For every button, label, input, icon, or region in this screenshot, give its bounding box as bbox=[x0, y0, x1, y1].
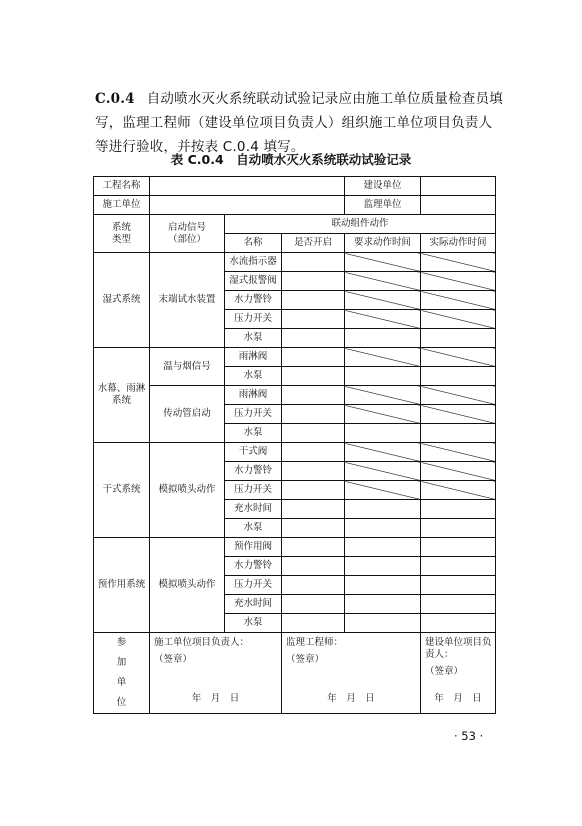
opened-cell[interactable] bbox=[282, 253, 345, 272]
actual-time-cell bbox=[421, 272, 496, 291]
opened-cell[interactable] bbox=[282, 367, 345, 386]
signal-preaction: 模拟喷头动作 bbox=[150, 538, 225, 633]
required-time-cell[interactable] bbox=[345, 595, 421, 614]
system-wet: 湿式系统 bbox=[94, 253, 150, 348]
opened-cell[interactable] bbox=[282, 424, 345, 443]
required-time-cell bbox=[345, 405, 421, 424]
component-name: 水泵 bbox=[225, 519, 282, 538]
component-name: 压力开关 bbox=[225, 405, 282, 424]
actual-time-cell[interactable] bbox=[421, 500, 496, 519]
required-time-cell bbox=[345, 462, 421, 481]
signal-dry: 模拟喷头动作 bbox=[150, 443, 225, 538]
actual-time-cell[interactable] bbox=[421, 367, 496, 386]
actual-time-cell[interactable] bbox=[421, 557, 496, 576]
required-time-cell[interactable] bbox=[345, 500, 421, 519]
start-signal-header bbox=[150, 215, 225, 253]
required-time-cell bbox=[345, 481, 421, 500]
contractor-signature-cell[interactable] bbox=[150, 633, 282, 714]
clause-paragraph bbox=[95, 87, 505, 159]
actual-time-cell bbox=[421, 462, 496, 481]
required-time-cell bbox=[345, 310, 421, 329]
opened-cell[interactable] bbox=[282, 519, 345, 538]
required-time-cell bbox=[345, 443, 421, 462]
construction-unit-label: 建设单位 bbox=[345, 177, 421, 196]
system-preaction: 预作用系统 bbox=[94, 538, 150, 633]
actual-time-cell[interactable] bbox=[421, 538, 496, 557]
contractor-label: 施工单位 bbox=[94, 196, 150, 215]
opened-cell[interactable] bbox=[282, 557, 345, 576]
signature-row bbox=[94, 633, 496, 714]
component-name: 水泵 bbox=[225, 614, 282, 633]
actual-time-cell[interactable] bbox=[421, 576, 496, 595]
actual-time-cell bbox=[421, 348, 496, 367]
owner-date: 年 月 日 bbox=[434, 693, 482, 704]
table-row bbox=[94, 177, 496, 196]
participants-label bbox=[94, 633, 150, 714]
component-name: 充水时间 bbox=[225, 595, 282, 614]
opened-cell[interactable] bbox=[282, 614, 345, 633]
system-type-header-line2: 类型 bbox=[111, 233, 131, 245]
col-actual-time-header: 实际动作时间 bbox=[421, 234, 496, 253]
required-time-cell[interactable] bbox=[345, 538, 421, 557]
col-required-time-header: 要求动作时间 bbox=[345, 234, 421, 253]
supervision-label: 监理单位 bbox=[345, 196, 421, 215]
system-type-header bbox=[94, 215, 150, 253]
table-row bbox=[94, 196, 496, 215]
construction-unit-value[interactable] bbox=[421, 177, 496, 196]
system-type-header-line1: 系统 bbox=[111, 221, 131, 233]
required-time-cell bbox=[345, 291, 421, 310]
component-name: 压力开关 bbox=[225, 481, 282, 500]
table-row bbox=[94, 253, 496, 272]
required-time-cell[interactable] bbox=[345, 557, 421, 576]
signal-deluge-b: 传动管启动 bbox=[150, 386, 225, 443]
required-time-cell[interactable] bbox=[345, 614, 421, 633]
project-name-value[interactable] bbox=[150, 177, 345, 196]
supervisor-date: 年 月 日 bbox=[327, 693, 375, 704]
required-time-cell bbox=[345, 348, 421, 367]
system-deluge: 水幕、雨淋系统 bbox=[94, 348, 150, 443]
table-row bbox=[94, 215, 496, 234]
component-name: 水力警铃 bbox=[225, 462, 282, 481]
participants-label-char: 位 bbox=[116, 697, 127, 708]
opened-cell[interactable] bbox=[282, 576, 345, 595]
required-time-cell bbox=[345, 253, 421, 272]
linkage-test-record-table bbox=[93, 176, 496, 714]
system-dry: 干式系统 bbox=[94, 443, 150, 538]
actual-time-cell[interactable] bbox=[421, 329, 496, 348]
opened-cell[interactable] bbox=[282, 500, 345, 519]
supervisor-signature-cell[interactable] bbox=[282, 633, 421, 714]
table-row bbox=[94, 348, 496, 367]
supervision-value[interactable] bbox=[421, 196, 496, 215]
supervisor-signer-label: 监理工程师： bbox=[286, 637, 344, 648]
actual-time-cell bbox=[421, 443, 496, 462]
component-name: 水流指示器 bbox=[225, 253, 282, 272]
table-row bbox=[94, 538, 496, 557]
required-time-cell[interactable] bbox=[345, 519, 421, 538]
opened-cell[interactable] bbox=[282, 405, 345, 424]
opened-cell[interactable] bbox=[282, 481, 345, 500]
contractor-value[interactable] bbox=[150, 196, 345, 215]
component-name: 压力开关 bbox=[225, 310, 282, 329]
table-row bbox=[94, 386, 496, 405]
contractor-stamp-label: （签章） bbox=[154, 654, 193, 665]
signal-wet: 末端试水装置 bbox=[150, 253, 225, 348]
opened-cell[interactable] bbox=[282, 348, 345, 367]
opened-cell[interactable] bbox=[282, 272, 345, 291]
component-name: 湿式报警阀 bbox=[225, 272, 282, 291]
contractor-date: 年 月 日 bbox=[191, 693, 240, 704]
participants-label-char: 单 bbox=[116, 677, 127, 688]
required-time-cell bbox=[345, 386, 421, 405]
opened-cell[interactable] bbox=[282, 329, 345, 348]
actual-time-cell bbox=[421, 386, 496, 405]
required-time-cell[interactable] bbox=[345, 329, 421, 348]
contractor-signer-label: 施工单位项目负责人： bbox=[154, 637, 250, 648]
component-name: 水泵 bbox=[225, 424, 282, 443]
actual-time-cell bbox=[421, 291, 496, 310]
clause-number: C.0.4 bbox=[95, 91, 135, 107]
component-name: 充水时间 bbox=[225, 500, 282, 519]
participants-label-char: 参 bbox=[116, 637, 127, 648]
table-row bbox=[94, 443, 496, 462]
start-signal-header-line2: （部位） bbox=[167, 233, 206, 245]
required-time-cell bbox=[345, 272, 421, 291]
actual-time-cell bbox=[421, 405, 496, 424]
participants-label-char: 加 bbox=[116, 657, 127, 668]
linkage-header: 联动组件动作 bbox=[225, 215, 496, 234]
component-name: 水力警铃 bbox=[225, 557, 282, 576]
component-name: 水力警铃 bbox=[225, 291, 282, 310]
project-name-label: 工程名称 bbox=[94, 177, 150, 196]
component-name: 水泵 bbox=[225, 329, 282, 348]
signal-deluge-a: 温与烟信号 bbox=[150, 348, 225, 386]
owner-stamp-label: （签章） bbox=[425, 666, 464, 677]
supervisor-stamp-label: （签章） bbox=[286, 654, 325, 665]
opened-cell[interactable] bbox=[282, 310, 345, 329]
required-time-cell[interactable] bbox=[345, 576, 421, 595]
opened-cell[interactable] bbox=[282, 291, 345, 310]
col-name-header: 名称 bbox=[225, 234, 282, 253]
clause-text: 自动喷水灭火系统联动试验记录应由施工单位质量检查员填写，监理工程师（建设单位项目负责人）组织施工单位项目负责人等进行验收，并按表 C.0.4 填写。 bbox=[95, 91, 503, 155]
opened-cell[interactable] bbox=[282, 538, 345, 557]
actual-time-cell bbox=[421, 481, 496, 500]
actual-time-cell bbox=[421, 310, 496, 329]
component-name: 雨淋阀 bbox=[225, 386, 282, 405]
component-name: 水泵 bbox=[225, 367, 282, 386]
component-name: 压力开关 bbox=[225, 576, 282, 595]
opened-cell[interactable] bbox=[282, 386, 345, 405]
required-time-cell[interactable] bbox=[345, 424, 421, 443]
opened-cell[interactable] bbox=[282, 595, 345, 614]
page-number: · 53 · bbox=[454, 729, 484, 743]
actual-time-cell bbox=[421, 253, 496, 272]
actual-time-cell[interactable] bbox=[421, 595, 496, 614]
component-name: 预作用阀 bbox=[225, 538, 282, 557]
actual-time-cell[interactable] bbox=[421, 424, 496, 443]
actual-time-cell[interactable] bbox=[421, 614, 496, 633]
col-opened-header: 是否开启 bbox=[282, 234, 345, 253]
required-time-cell[interactable] bbox=[345, 367, 421, 386]
table-caption: 表 C.0.4 自动喷水灭火系统联动试验记录 bbox=[170, 152, 412, 167]
opened-cell[interactable] bbox=[282, 462, 345, 481]
owner-signature-cell[interactable] bbox=[421, 633, 496, 714]
owner-signer-label: 建设单位项目负责人： bbox=[425, 637, 492, 660]
actual-time-cell[interactable] bbox=[421, 519, 496, 538]
component-name: 干式阀 bbox=[225, 443, 282, 462]
component-name: 雨淋阀 bbox=[225, 348, 282, 367]
start-signal-header-line1: 启动信号 bbox=[167, 221, 206, 233]
opened-cell[interactable] bbox=[282, 443, 345, 462]
